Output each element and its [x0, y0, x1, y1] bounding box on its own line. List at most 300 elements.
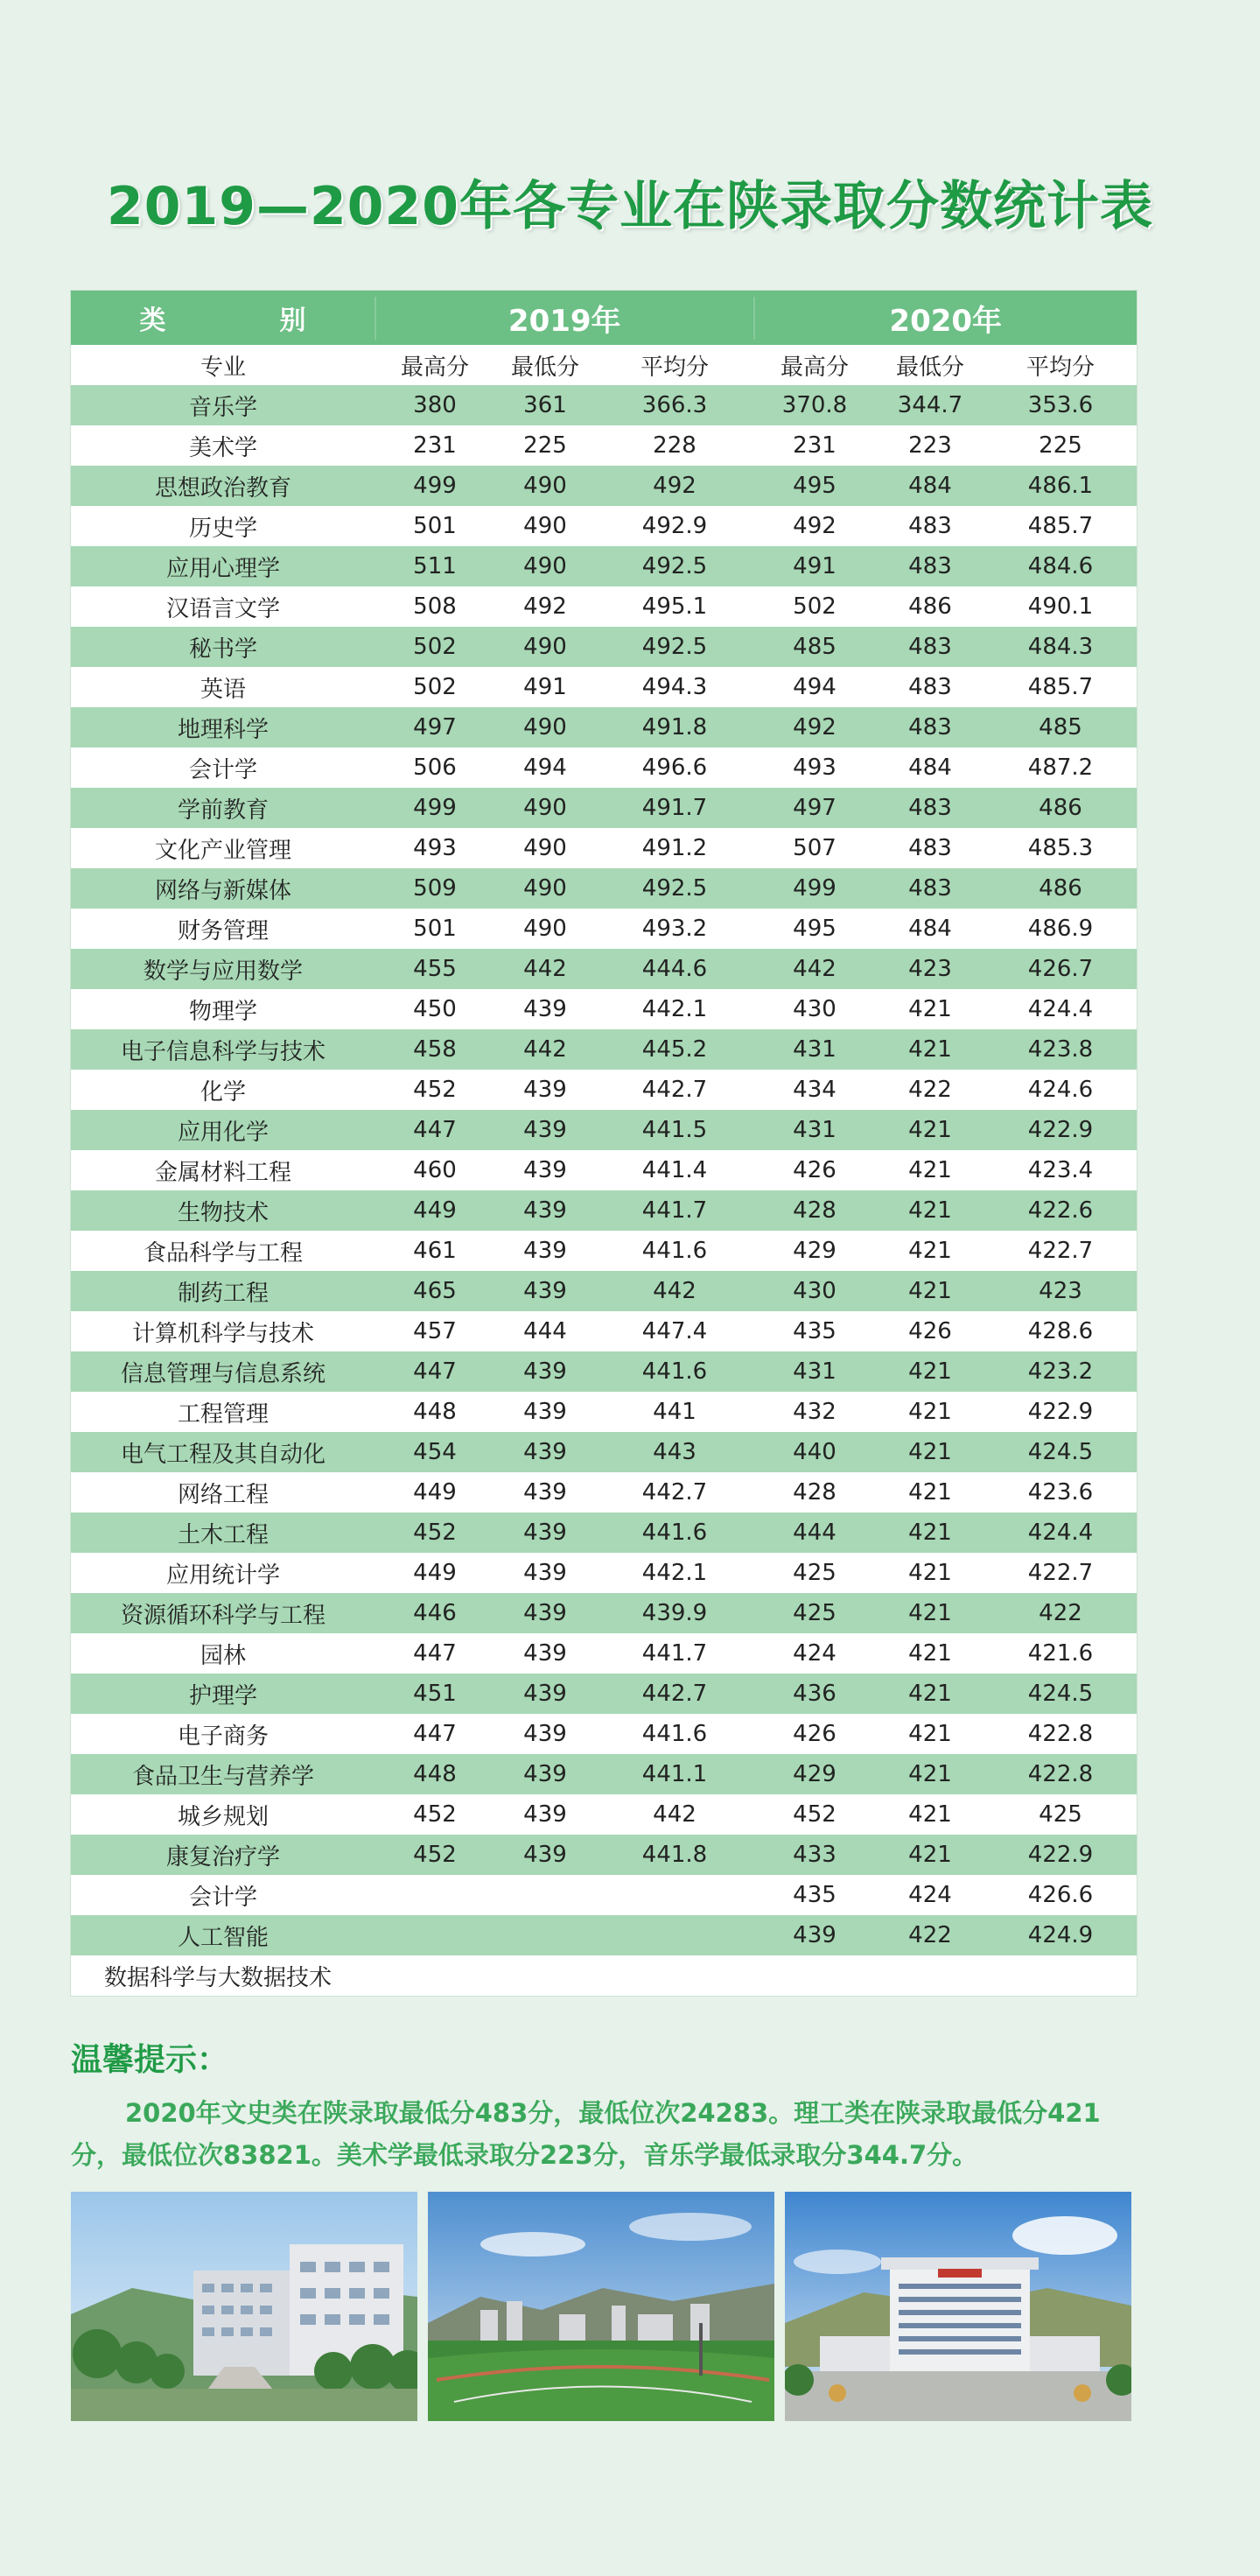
cell-2019-min: 490: [523, 513, 567, 539]
cell-2020-min: 421: [908, 1399, 952, 1425]
cell-2020-max: 426: [793, 1157, 836, 1183]
cell-2020-min: 483: [908, 674, 952, 700]
cell-2020-avg: 486.9: [1027, 916, 1094, 942]
cell-2019-max: 447: [413, 1117, 457, 1143]
cell-2019-avg: 442: [653, 1801, 696, 1828]
cell-2020-max: 435: [793, 1882, 836, 1908]
cell-2019-avg: 441.4: [641, 1157, 708, 1183]
cell-2019-min: 439: [523, 1681, 567, 1707]
cell-2019-max: 497: [413, 714, 457, 741]
header-category: 类 别: [139, 305, 350, 336]
table-row: [71, 1875, 1137, 1915]
cell-2020-avg: 486.1: [1027, 473, 1094, 499]
cell-2020-avg: 225: [1039, 432, 1082, 459]
table-row: [71, 546, 1137, 586]
cell-major: 汉语言文学: [165, 595, 280, 622]
cell-2019-max: 508: [413, 593, 457, 620]
cell-2019-max: 493: [413, 835, 457, 861]
cell-2019-max: 460: [413, 1157, 457, 1183]
cell-2020-avg: 353.6: [1027, 392, 1094, 418]
cell-2019-max: 455: [413, 956, 457, 982]
cell-2020-avg: 485: [1039, 714, 1082, 741]
cell-2020-avg: 424.4: [1027, 996, 1094, 1022]
cell-2020-min: 223: [908, 432, 952, 459]
cell-2019-max: 501: [413, 916, 457, 942]
cell-2019-min: 439: [523, 1358, 567, 1385]
cell-major: 网络与新媒体: [154, 877, 291, 904]
table-row: [71, 586, 1137, 627]
cell-2019-avg: 491.2: [641, 835, 708, 861]
cell-major: 会计学: [188, 1884, 257, 1911]
cell-2020-avg: 486: [1039, 875, 1082, 902]
cell-2020-max: 435: [793, 1318, 836, 1344]
cell-2020-avg: 422.9: [1027, 1842, 1094, 1868]
cell-2019-min: 439: [523, 1157, 567, 1183]
cell-2019-min: 439: [523, 1560, 567, 1586]
cell-2020-avg: 422.7: [1027, 1238, 1094, 1264]
cell-2019-avg: 441.6: [641, 1358, 708, 1385]
cell-2020-avg: 422: [1039, 1600, 1082, 1626]
table-row: [71, 1794, 1137, 1835]
cell-2020-max: 502: [793, 593, 836, 620]
subheader-2020-min: 最低分: [895, 354, 964, 381]
cell-2020-avg: 424.5: [1027, 1439, 1094, 1465]
cell-2020-max: 434: [793, 1077, 836, 1103]
cell-2020-max: 507: [793, 835, 836, 861]
cell-2019-min: 494: [523, 755, 567, 781]
cell-2020-min: 421: [908, 1117, 952, 1143]
cell-2019-max: 447: [413, 1721, 457, 1747]
cell-major: 城乡规划: [177, 1803, 269, 1830]
cell-2020-max: 431: [793, 1036, 836, 1063]
cell-2020-max: 428: [793, 1479, 836, 1506]
subheader-2020-avg: 平均分: [1026, 354, 1095, 381]
cell-2019-avg: 447.4: [641, 1318, 708, 1344]
cell-2020-min: 484: [908, 473, 952, 499]
table-row: [71, 1070, 1137, 1110]
cell-2020-max: 440: [793, 1439, 836, 1465]
cell-2020-avg: 425: [1039, 1801, 1082, 1828]
cell-2020-avg: 424.4: [1027, 1520, 1094, 1546]
cell-major: 电子商务: [177, 1723, 269, 1750]
subheader-major: 专业: [200, 354, 246, 381]
cell-2019-avg: 492.5: [641, 875, 708, 902]
cell-2019-avg: 441.5: [641, 1117, 708, 1143]
cell-2019-min: 439: [523, 1801, 567, 1828]
table-row: [71, 1955, 1137, 1996]
cell-2019-max: 509: [413, 875, 457, 902]
cell-2020-max: 425: [793, 1600, 836, 1626]
cell-2020-max: 492: [793, 513, 836, 539]
table-row: [71, 1754, 1137, 1794]
cell-2020-min: 484: [908, 755, 952, 781]
cell-2019-min: 439: [523, 1238, 567, 1264]
cell-2020-min: 483: [908, 795, 952, 821]
cell-2020-max: 424: [793, 1640, 836, 1667]
cell-2020-avg: 421.6: [1027, 1640, 1094, 1667]
cell-2019-avg: 441.7: [641, 1197, 708, 1224]
cell-2019-min: 439: [523, 1640, 567, 1667]
cell-2019-avg: 491.8: [641, 714, 708, 741]
cell-2019-min: 490: [523, 473, 567, 499]
cell-2019-min: 439: [523, 1600, 567, 1626]
table-row: [71, 1714, 1137, 1754]
cell-2020-min: 484: [908, 916, 952, 942]
cell-2019-avg: 443: [653, 1439, 696, 1465]
cell-2019-max: 447: [413, 1358, 457, 1385]
cell-2020-max: 429: [793, 1238, 836, 1264]
table-row: [71, 1150, 1137, 1190]
table-row: [71, 1351, 1137, 1392]
cell-major: 思想政治教育: [154, 474, 291, 502]
cell-2019-max: 502: [413, 674, 457, 700]
cell-2019-max: 448: [413, 1761, 457, 1787]
cell-2019-avg: 439.9: [641, 1600, 708, 1626]
cell-2020-max: 494: [793, 674, 836, 700]
table-row: [71, 1513, 1137, 1553]
cell-2020-min: 422: [908, 1077, 952, 1103]
cell-major: 食品卫生与营养学: [131, 1763, 314, 1790]
cell-major: 英语: [200, 676, 246, 703]
cell-2019-min: 492: [523, 593, 567, 620]
cell-2020-avg: 423.4: [1027, 1157, 1094, 1183]
cell-2019-min: 442: [523, 1036, 567, 1063]
cell-major: 音乐学: [188, 394, 257, 421]
table-row: [71, 506, 1137, 546]
table-row: [71, 1633, 1137, 1674]
cell-2019-avg: 494.3: [641, 674, 708, 700]
cell-2019-max: 449: [413, 1479, 457, 1506]
cell-2020-max: 495: [793, 916, 836, 942]
cell-2020-min: 422: [908, 1922, 952, 1948]
cell-major: 数据科学与大数据技术: [104, 1964, 332, 1991]
cell-2019-max: 506: [413, 755, 457, 781]
cell-2020-max: 499: [793, 875, 836, 902]
cell-2019-max: 231: [413, 432, 457, 459]
cell-2019-max: 380: [413, 392, 457, 418]
cell-2020-min: 423: [908, 956, 952, 982]
table-row: [71, 385, 1137, 425]
table-row: [71, 1553, 1137, 1593]
cell-2020-avg: 490.1: [1027, 593, 1094, 620]
cell-2020-min: 421: [908, 1681, 952, 1707]
cell-2020-min: 483: [908, 513, 952, 539]
cell-major: 电子信息科学与技术: [120, 1038, 326, 1065]
table-row: [71, 1432, 1137, 1472]
cell-2020-max: 431: [793, 1358, 836, 1385]
cell-2019-min: 439: [523, 996, 567, 1022]
cell-2019-min: 490: [523, 916, 567, 942]
cell-2019-max: 457: [413, 1318, 457, 1344]
cell-major: 应用化学: [177, 1119, 269, 1146]
cell-2020-max: 428: [793, 1197, 836, 1224]
cell-2020-avg: 487.2: [1027, 755, 1094, 781]
cell-2020-avg: 485.3: [1027, 835, 1094, 861]
cell-2020-min: 421: [908, 1439, 952, 1465]
cell-major: 康复治疗学: [165, 1843, 280, 1871]
cell-2019-avg: 493.2: [641, 916, 708, 942]
cell-2020-max: 497: [793, 795, 836, 821]
cell-2019-avg: 492.9: [641, 513, 708, 539]
sports-field-photo: [428, 2192, 774, 2421]
cell-major: 美术学: [188, 434, 257, 461]
cell-2019-max: 461: [413, 1238, 457, 1264]
table-row: [71, 989, 1137, 1029]
cell-2019-min: 439: [523, 1842, 567, 1868]
table-row: [71, 1472, 1137, 1513]
cell-major: 历史学: [188, 515, 257, 542]
cell-2019-min: 490: [523, 835, 567, 861]
cell-2019-avg: 366.3: [641, 392, 708, 418]
cell-2019-max: 446: [413, 1600, 457, 1626]
cell-major: 土木工程: [177, 1521, 269, 1548]
header-year-2019: 2019年: [374, 297, 753, 340]
cell-2019-max: 458: [413, 1036, 457, 1063]
table-header-row: [71, 291, 1137, 345]
cell-2019-avg: 441.6: [641, 1520, 708, 1546]
subheader-2020-max: 最高分: [780, 354, 849, 381]
cell-2020-max: 444: [793, 1520, 836, 1546]
cell-2020-avg: 422.9: [1027, 1117, 1094, 1143]
cell-2019-max: 454: [413, 1439, 457, 1465]
cell-2020-max: 425: [793, 1560, 836, 1586]
cell-2020-avg: 486: [1039, 795, 1082, 821]
cell-2020-max: 436: [793, 1681, 836, 1707]
table-body: [71, 385, 1137, 1996]
cell-2020-avg: 426.7: [1027, 956, 1094, 982]
cell-2019-max: 449: [413, 1560, 457, 1586]
cell-2019-min: 439: [523, 1520, 567, 1546]
cell-2019-avg: 442.1: [641, 1560, 708, 1586]
cell-major: 网络工程: [177, 1481, 269, 1508]
table-row: [71, 909, 1137, 949]
cell-2019-min: 439: [523, 1479, 567, 1506]
cell-2020-max: 433: [793, 1842, 836, 1868]
cell-2020-max: 495: [793, 473, 836, 499]
cell-2019-min: 490: [523, 714, 567, 741]
cell-2019-max: 499: [413, 473, 457, 499]
cell-2019-avg: 495.1: [641, 593, 708, 620]
cell-2020-min: 421: [908, 1479, 952, 1506]
cell-2019-min: 439: [523, 1439, 567, 1465]
subheader-2019-avg: 平均分: [640, 354, 709, 381]
cell-2020-max: 426: [793, 1721, 836, 1747]
cell-2020-min: 421: [908, 1238, 952, 1264]
cell-2019-avg: 441.6: [641, 1238, 708, 1264]
cell-2020-avg: 422.8: [1027, 1721, 1094, 1747]
cell-major: 制药工程: [177, 1280, 269, 1307]
cell-major: 资源循环科学与工程: [120, 1602, 326, 1629]
cell-2019-min: 361: [523, 392, 567, 418]
table-row: [71, 1271, 1137, 1311]
table-row: [71, 748, 1137, 788]
table-row: [71, 1311, 1137, 1351]
cell-2020-max: 491: [793, 553, 836, 579]
cell-2019-avg: 441: [653, 1399, 696, 1425]
cell-2019-avg: 492: [653, 473, 696, 499]
cell-2019-min: 490: [523, 795, 567, 821]
cell-2019-max: 452: [413, 1520, 457, 1546]
table-row: [71, 1231, 1137, 1271]
table-row: [71, 1392, 1137, 1432]
cell-major: 园林: [200, 1642, 246, 1669]
cell-2020-avg: 426.6: [1027, 1882, 1094, 1908]
cell-major: 学前教育: [177, 797, 269, 824]
cell-2019-max: 448: [413, 1399, 457, 1425]
cell-2020-avg: 423.2: [1027, 1358, 1094, 1385]
cell-major: 信息管理与信息系统: [120, 1360, 326, 1387]
cell-major: 财务管理: [177, 917, 269, 944]
table-row: [71, 1029, 1137, 1070]
cell-2020-min: 344.7: [897, 392, 963, 418]
table-row: [71, 425, 1137, 466]
cell-2019-avg: 496.6: [641, 755, 708, 781]
cell-major: 工程管理: [177, 1400, 269, 1428]
cell-2020-min: 421: [908, 1801, 952, 1828]
cell-2019-min: 225: [523, 432, 567, 459]
cell-2019-min: 490: [523, 875, 567, 902]
cell-2019-max: 452: [413, 1801, 457, 1828]
cell-2020-min: 421: [908, 1842, 952, 1868]
cell-2020-max: 485: [793, 634, 836, 660]
cell-2019-avg: 442: [653, 1278, 696, 1304]
table-row: [71, 828, 1137, 868]
cell-2020-max: 493: [793, 755, 836, 781]
table-row: [71, 1190, 1137, 1231]
cell-2019-min: 439: [523, 1278, 567, 1304]
cell-2020-min: 421: [908, 1560, 952, 1586]
cell-2020-avg: 422.7: [1027, 1560, 1094, 1586]
table-subheader-row: [71, 345, 1137, 385]
cell-2020-min: 483: [908, 553, 952, 579]
cell-2020-max: 431: [793, 1117, 836, 1143]
cell-2020-min: 421: [908, 1358, 952, 1385]
cell-2020-avg: 424.9: [1027, 1922, 1094, 1948]
cell-2020-min: 421: [908, 1157, 952, 1183]
score-table: [71, 291, 1137, 1996]
cell-2019-avg: 445.2: [641, 1036, 708, 1063]
cell-2019-avg: 491.7: [641, 795, 708, 821]
cell-2020-max: 370.8: [781, 392, 848, 418]
cell-2019-avg: 441.7: [641, 1640, 708, 1667]
cell-2020-min: 421: [908, 1036, 952, 1063]
cell-major: 生物技术: [177, 1199, 269, 1226]
table-row: [71, 868, 1137, 909]
cell-2020-min: 483: [908, 835, 952, 861]
cell-2020-min: 424: [908, 1882, 952, 1908]
header-year-2020: 2020年: [753, 297, 1138, 340]
cell-2020-min: 421: [908, 1761, 952, 1787]
cell-2019-max: 447: [413, 1640, 457, 1667]
cell-2019-max: 451: [413, 1681, 457, 1707]
table-row: [71, 707, 1137, 748]
cell-2019-max: 452: [413, 1077, 457, 1103]
cell-2020-max: 442: [793, 956, 836, 982]
cell-2020-max: 432: [793, 1399, 836, 1425]
table-row: [71, 1593, 1137, 1633]
cell-major: 人工智能: [177, 1924, 269, 1951]
table-row: [71, 1915, 1137, 1955]
subheader-2019-min: 最低分: [510, 354, 579, 381]
table-row: [71, 1674, 1137, 1714]
cell-2020-avg: 422.6: [1027, 1197, 1094, 1224]
subheader-2019-max: 最高分: [400, 354, 469, 381]
cell-2019-max: 499: [413, 795, 457, 821]
cell-2020-max: 430: [793, 1278, 836, 1304]
cell-2020-min: 421: [908, 1721, 952, 1747]
cell-major: 会计学: [188, 756, 257, 783]
cell-major: 电气工程及其自动化: [120, 1441, 326, 1468]
cell-2020-max: 439: [793, 1922, 836, 1948]
cell-major: 秘书学: [188, 635, 257, 663]
cell-major: 计算机科学与技术: [131, 1320, 314, 1347]
cell-2019-avg: 442.7: [641, 1479, 708, 1506]
tips-title: 温馨提示：: [71, 2042, 229, 2078]
table-row: [71, 788, 1137, 828]
cell-2019-max: 450: [413, 996, 457, 1022]
cell-2020-avg: 484.3: [1027, 634, 1094, 660]
cell-2019-avg: 441.8: [641, 1842, 708, 1868]
cell-2020-min: 421: [908, 1640, 952, 1667]
cell-2020-avg: 422.8: [1027, 1761, 1094, 1787]
cell-2019-min: 439: [523, 1197, 567, 1224]
cell-2019-min: 439: [523, 1117, 567, 1143]
cell-major: 文化产业管理: [154, 837, 291, 864]
cell-2019-max: 511: [413, 553, 457, 579]
cell-major: 数学与应用数学: [143, 958, 303, 985]
cell-2019-max: 465: [413, 1278, 457, 1304]
cell-2019-min: 490: [523, 634, 567, 660]
cell-2020-min: 426: [908, 1318, 952, 1344]
cell-major: 食品科学与工程: [143, 1239, 303, 1267]
cell-2020-min: 486: [908, 593, 952, 620]
cell-2019-avg: 442.7: [641, 1681, 708, 1707]
cell-major: 金属材料工程: [154, 1159, 291, 1186]
cell-major: 化学: [200, 1078, 246, 1106]
cell-2020-min: 483: [908, 875, 952, 902]
cell-2019-min: 444: [523, 1318, 567, 1344]
cell-2020-max: 430: [793, 996, 836, 1022]
cell-2020-avg: 422.9: [1027, 1399, 1094, 1425]
cell-2020-max: 492: [793, 714, 836, 741]
cell-2019-max: 449: [413, 1197, 457, 1224]
cell-2019-avg: 442.7: [641, 1077, 708, 1103]
table-row: [71, 667, 1137, 707]
main-building-photo: [785, 2192, 1131, 2421]
cell-2019-min: 490: [523, 553, 567, 579]
cell-2020-min: 421: [908, 1600, 952, 1626]
cell-major: 应用统计学: [165, 1562, 280, 1589]
cell-2020-min: 421: [908, 1197, 952, 1224]
cell-2020-avg: 485.7: [1027, 674, 1094, 700]
campus-street-photo: [71, 2192, 417, 2421]
tips-text: 2020年文史类在陕录取最低分483分，最低位次24283。理工类在陕录取最低分421分，最低位次83821。美术学最低录取分223分，音乐学最低录取分344.7分。: [71, 2098, 1101, 2170]
cell-2020-min: 421: [908, 1520, 952, 1546]
cell-2020-min: 421: [908, 996, 952, 1022]
cell-2020-avg: 485.7: [1027, 513, 1094, 539]
cell-2020-avg: 423: [1039, 1278, 1082, 1304]
cell-2019-avg: 442.1: [641, 996, 708, 1022]
cell-2019-min: 442: [523, 956, 567, 982]
cell-2019-avg: 492.5: [641, 553, 708, 579]
cell-2020-max: 452: [793, 1801, 836, 1828]
cell-2019-min: 439: [523, 1077, 567, 1103]
cell-2020-avg: 423.6: [1027, 1479, 1094, 1506]
table-row: [71, 1110, 1137, 1150]
cell-2019-avg: 441.6: [641, 1721, 708, 1747]
cell-2019-avg: 228: [653, 432, 696, 459]
table-row: [71, 949, 1137, 989]
